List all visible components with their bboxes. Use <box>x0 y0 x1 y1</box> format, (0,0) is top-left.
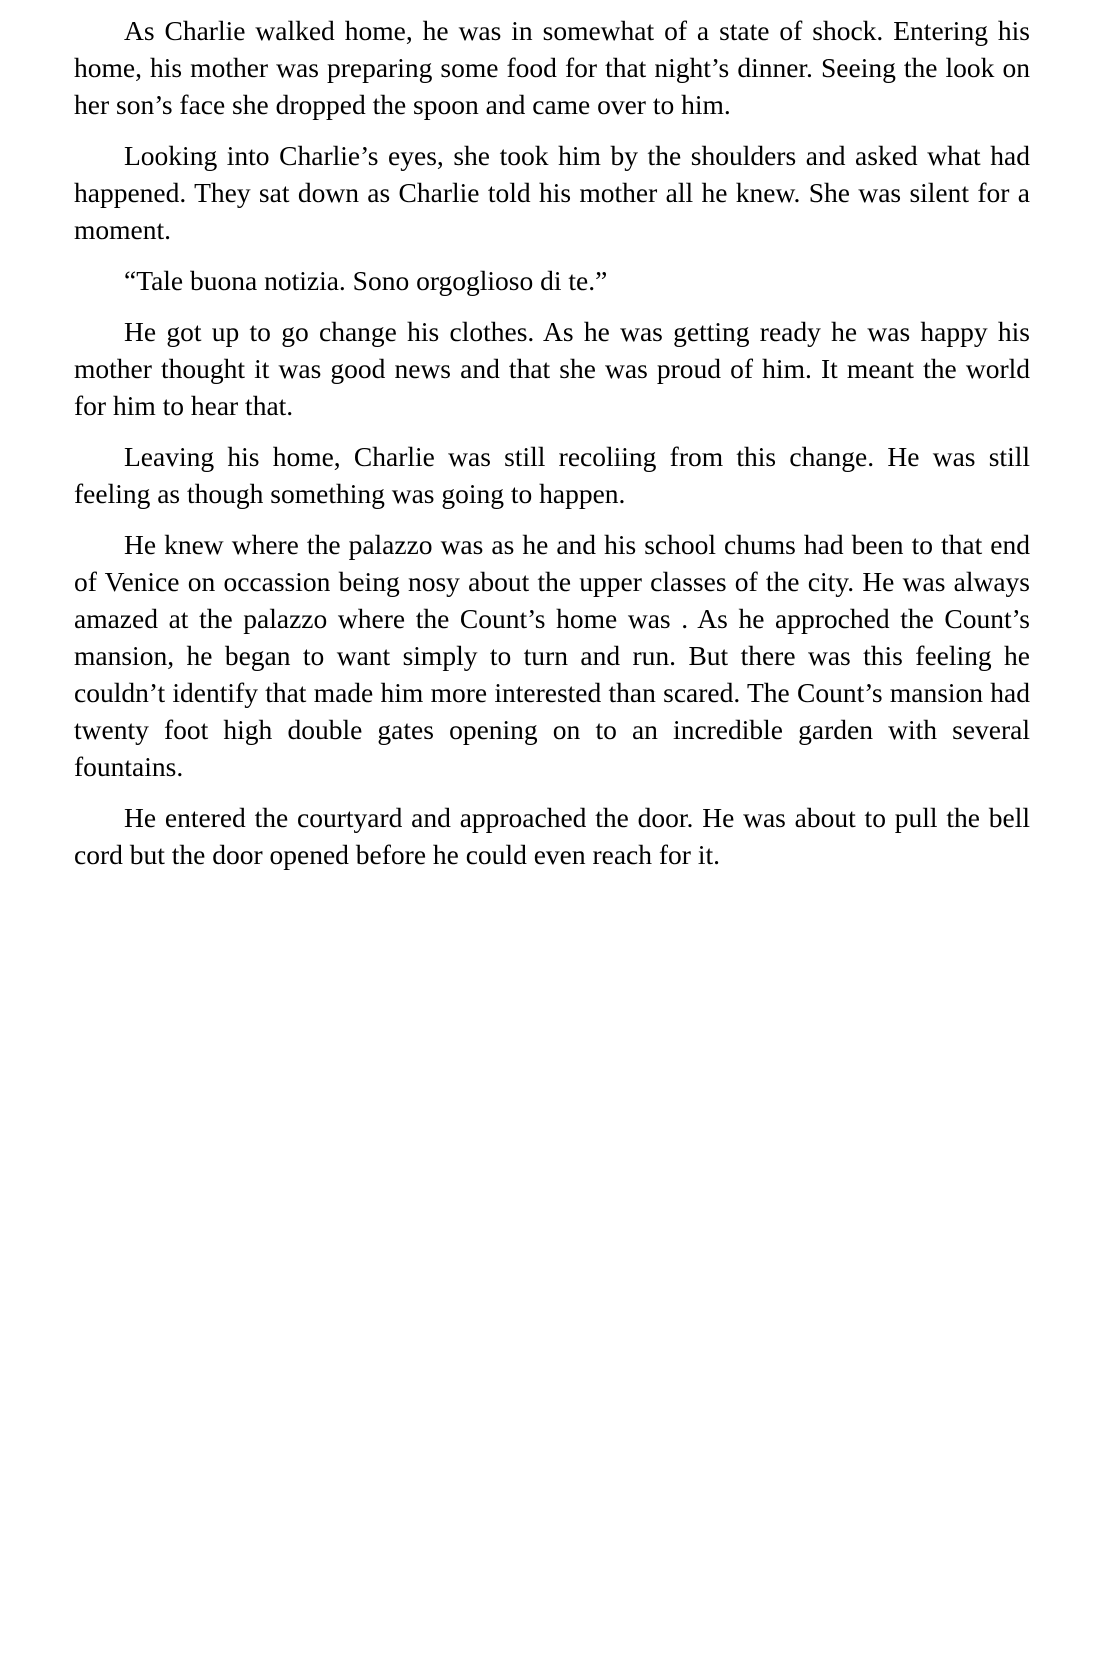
paragraph-7: He entered the courtyard and approached the door. He was about to pull the bell cord but the door opened before he could even reach for it. <box>74 802 1030 870</box>
paragraph-3: “Tale buona notizia. Sono orgoglioso di te.” <box>124 265 608 296</box>
paragraph-5: Leaving his home, Charlie was still recoliing from this change. He was still feeling as though something was going to happen. <box>74 441 1030 509</box>
paragraph-4: He got up to go change his clothes. As he was getting ready he was happy his mother thought it was good news and that she was proud of him. It meant the world for him to hear that. <box>74 316 1030 421</box>
paragraph-6: He knew where the palazzo was as he and his school chums had been to that end of Venice on occassion being nosy about the upper classes of the city. He was always amazed at the palazzo where the Count’s home was . As he approched the Count’s mansion, he began to want simply to turn and run. But there was this feeling he couldn’t identify that made him more interested than scared. The Count’s mansion had twenty foot high double gates opening on to an incredible garden with several fountains. <box>74 529 1030 782</box>
paragraph-1: As Charlie walked home, he was in somewhat of a state of shock. Entering his home, his mother was preparing some food for that night’s dinner. Seeing the look on her son’s face she dropped the spoon and came over to him. <box>74 15 1030 120</box>
book-page <box>74 12 1030 887</box>
paragraph-2: Looking into Charlie’s eyes, she took him by the shoulders and asked what had happened. They sat down as Charlie told his mother all he knew. She was silent for a moment. <box>74 140 1030 245</box>
